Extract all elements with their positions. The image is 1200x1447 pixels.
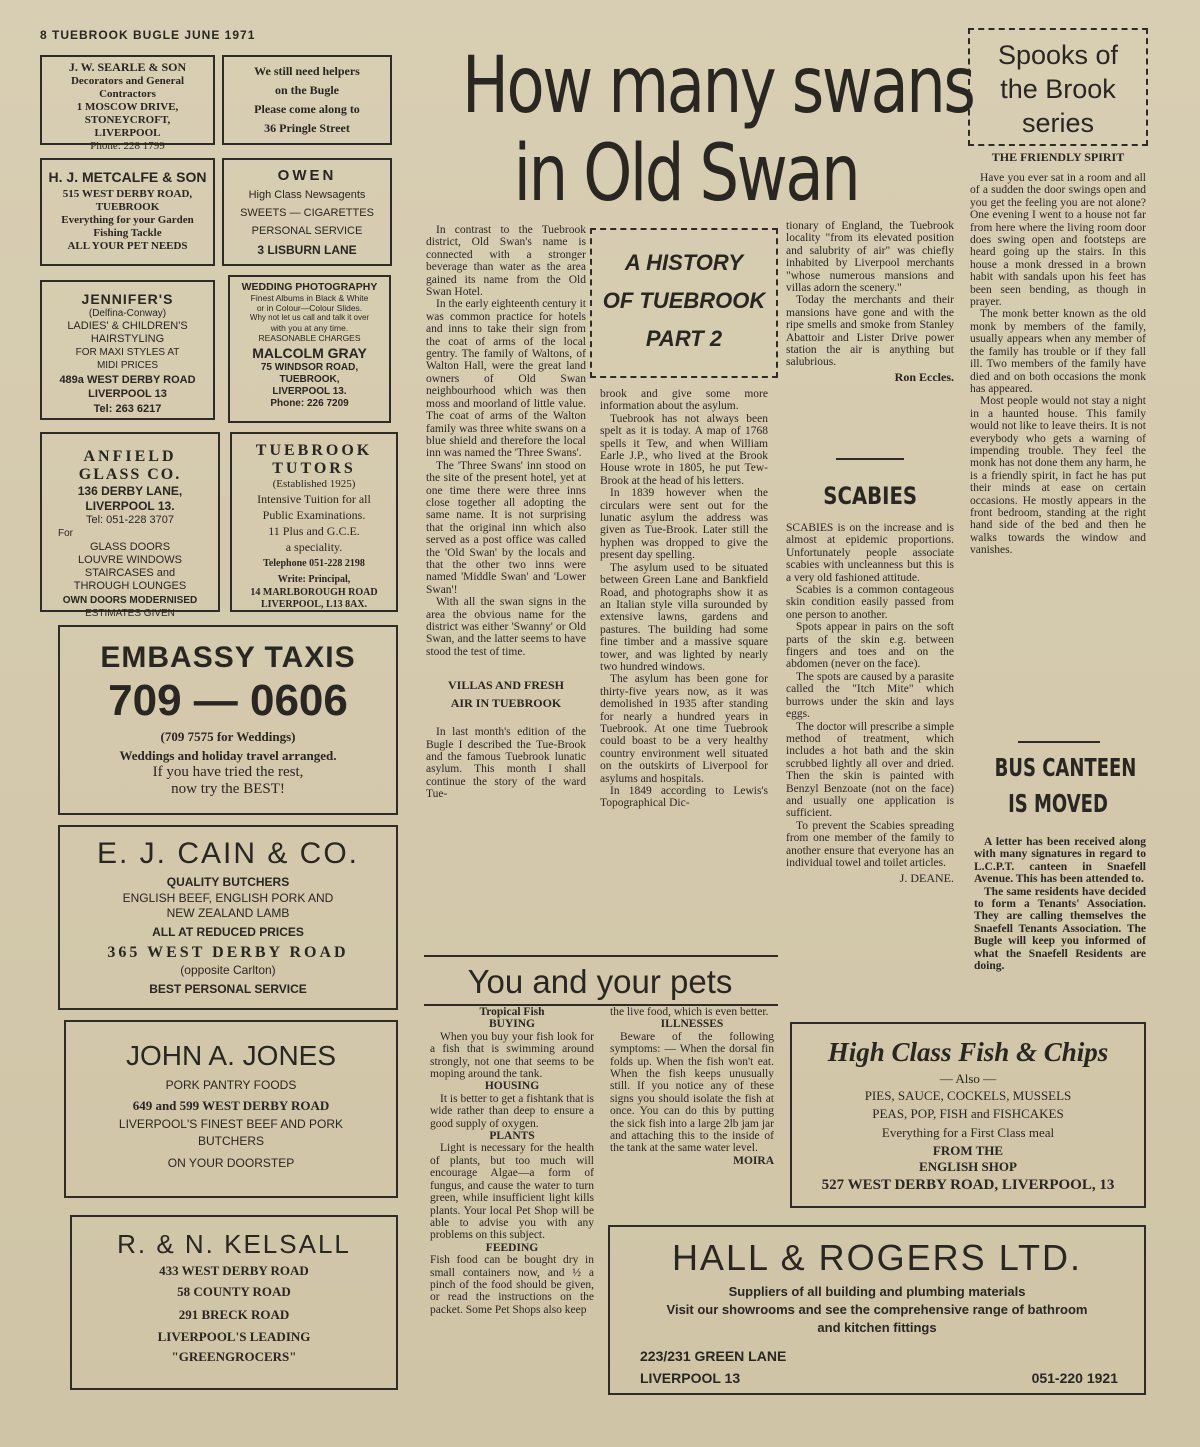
- author-j-deane: J. DEANE.: [899, 871, 954, 886]
- spooks-box: Spooks of the Brook series: [968, 28, 1148, 146]
- ad-jennifer: JENNIFER'S (Delfina-Conway) LADIES' & CHILDREN'S HAIRSTYLING FOR MAXI STYLES AT MIDI PRICES 489a WEST DERBY ROAD LIVERPOOL 13 Tel: 263 6217: [40, 280, 215, 420]
- divider: [836, 458, 904, 460]
- author-moira: MOIRA: [733, 1154, 774, 1167]
- ad-helpers: We still need helpers on the Bugle Please come along to 36 Pringle Street: [222, 55, 392, 145]
- history-box: A HISTORY OF TUEBROOK PART 2: [590, 228, 778, 378]
- bus-canteen-article: A letter has been received along with many signatures in regard to L.C.P.T. canteen in Snaefell Avenue. This has been attended to. The same residents have decided to form a Tenants' Association. They are calling themselves the Snaefell Tenants Association. The Bugle will keep you informed of what the Snaefell Residents are doing.: [974, 836, 1146, 973]
- swans-column-1: In contrast to the Tuebrook district, Old Swan's name is connected with a stronger beverage than water as the area gained its name from the Old Swan Hotel. In the early eighteenth century it was common practice for hotels and inns to take their sign from the coat of arms of the local gentry. The family of Waltons, of Walton Hall, were the great land owners of Old Swan neighbourhood which was then moss and moorland of little value. The coat of arms of the Walton family was three white swans on a blue shield and therefore the local inn was named the 'Three Swans'. The 'Three Swans' inn stood on the site of the present hotel, yet at one time there were three inns close together all adopting the same name. It is not surprising that the original inn which also served as a post office was called the 'Old Swan' by the locals and that the other two inns were named 'Middle Swan' and 'Lower Swan'! With all the swan signs in the area the obvious name for the district was either 'Swanny' or Old Swan, and the latter seems to have stood the test of time. VILLAS AND FRESH AIR IN TUEBROOK In last month's edition of the Bugle I described the Tue-Brook and the famous Tuebrook lunatic asylum. This month I shall continue the story of the ward Tue-: [426, 224, 586, 801]
- ad-ej-cain: E. J. CAIN & CO. QUALITY BUTCHERS ENGLISH BEEF, ENGLISH PORK AND NEW ZEALAND LAMB ALL AT REDUCED PRICES 365 WEST DERBY ROAD (opposite Carlton) BEST PERSONAL SERVICE: [58, 825, 398, 1010]
- running-head: 8 TUEBROOK BUGLE JUNE 1971: [40, 28, 256, 42]
- pets-column-2: the live food, which is even better. ILLNESSES Beware of the following symptoms: — When the dorsal fin folds up. When the fish won't eat. When the fish keeps unusually still. If you notice any of these signs you should isolate the fish at once. You can do this by putting the sick fish into a large 2lb jam jar and attaching this to the inside of the tank at the same water level. MOIRA: [610, 1006, 774, 1167]
- pets-column-1: Tropical Fish BUYING When you buy your fish look for a fish that is swimming around strongly, not one that seems to be moping around the tank. HOUSING It is better to get a fishtank that is wide rather than deep to ensure a good supply of oxygen. PLANTS Light is necessary for the health of plants, but too much will encourage Algae—a form of fungus, and cause the water to turn green, while insufficient light kills plants. Your local Pet Shop will be able to advise you with any problems on this subject. FEEDING Fish food can be bought dry in small containers now, and ½ a pinch of the food should be given, or read the instructions on the packet. Some Pet Shops also keep: [430, 1006, 594, 1316]
- ad-fish-and-chips: High Class Fish & Chips — Also — PIES, SAUCE, COCKELS, MUSSELS PEAS, POP, FISH and FISHCAKES Everything for a First Class meal FROM THE ENGLISH SHOP 527 WEST DERBY ROAD, LIVERPOOL, 13: [790, 1022, 1146, 1208]
- divider: [1018, 741, 1100, 743]
- ad-anfield-glass: ANFIELD GLASS CO. 136 DERBY LANE, LIVERPOOL 13. Tel: 051-228 3707 For GLASS DOORS LOUVRE WINDOWS STAIRCASES and THROUGH LOUNGES OWN DOORS MODERNISED ESTIMATES GIVEN: [40, 432, 220, 612]
- ad-embassy-taxis: EMBASSY TAXIS 709 — 0606 (709 7575 for Weddings) Weddings and holiday travel arranged. If you have tried the rest, now try the BEST!: [58, 625, 398, 815]
- friendly-spirit-subhead: THE FRIENDLY SPIRIT: [991, 150, 1125, 164]
- ad-tuebrook-tutors: TUEBROOK TUTORS (Established 1925) Intensive Tuition for all Public Examinations. 11 Plus and G.C.E. a speciality. Telephone 051-228 2198 Write: Principal, 14 MARLBOROUGH ROAD LIVERPOOL, L13 8AX.: [230, 432, 398, 612]
- swans-headline: [406, 41, 974, 222]
- ad-searle: J. W. SEARLE & SON Decorators and General Contractors 1 MOSCOW DRIVE, STONEYCROFT, LIVERPOOL Phone: 228 1799: [40, 55, 215, 145]
- ad-kelsall: R. & N. KELSALL 433 WEST DERBY ROAD 58 COUNTY ROAD 291 BRECK ROAD LIVERPOOL'S LEADING "GREENGROCERS": [70, 1215, 398, 1390]
- bus-canteen-title: BUS CANTEEN IS MOVED: [994, 753, 1137, 818]
- ad-malcolm-gray: WEDDING PHOTOGRAPHY Finest Albums in Black & White or in Colour—Colour Slides. Why not let us call and talk it over with you at any time. REASONABLE CHARGES MALCOLM GRAY 75 WINDSOR ROAD, TUEBROOK, LIVERPOOL 13. Phone: 226 7209: [228, 275, 391, 423]
- scabies-article: SCABIES is on the increase and is almost at epidemic proportions. Unfortunately people associate scabies with uncleanness but this is a very old fashioned attitude. Scabies is a common contageous skin condition easily passed from one person to another. Spots appear in pairs on the soft parts of the skin e.g. between fingers and toes and on the abdomen (never on the face). The spots are caused by a parasite called the "Itch Mite" which burrows under the skin and lays eggs. The doctor will prescribe a simple method of treatment, which includes a hot bath and the skin scrubbed lightly all over and dried. Then the skin is painted with Benzyl Benzoate (not on the face) and usually one application is sufficient. To prevent the Scabies spreading from one member of the family to another ensure that everyone has an individual towel and toilet articles. J. DEANE.: [786, 522, 954, 886]
- divider: [424, 955, 778, 957]
- scabies-title: SCABIES: [823, 482, 917, 510]
- ad-metcalfe: H. J. METCALFE & SON 515 WEST DERBY ROAD, TUEBROOK Everything for your Garden Fishing Tackle ALL YOUR PET NEEDS: [40, 158, 215, 266]
- pets-title: You and your pets: [467, 963, 733, 1000]
- swans-column-3: tionary of England, the Tuebrook locality "from its elevated position and salubrity of air" was chiefly inhabited by Liverpool merchants "whose numerous mansions and villas adorn the scenery." Today the merchants and their mansions have gone and with the ripe smells and smoke from Stanley Abattoir and Lister Drive power station the air is anything but salubrious. Ron Eccles.: [786, 220, 954, 384]
- headline-line-2: in Old Swan: [513, 129, 859, 219]
- ad-owen: OWEN High Class Newsagents SWEETS — CIGARETTES PERSONAL SERVICE 3 LISBURN LANE: [222, 158, 392, 266]
- ad-john-jones: JOHN A. JONES PORK PANTRY FOODS 649 and 599 WEST DERBY ROAD LIVERPOOL'S FINEST BEEF AND PORK BUTCHERS ON YOUR DOORSTEP: [64, 1020, 398, 1198]
- swans-column-2: brook and give some more information about the asylum. Tuebrook has not always been spelt as it is today. A map of 1768 spells it Tew, and when William Earle J.P., who lived at the Brook House wrote in 1805, he put Tew-Brook at the head of his letters. In 1839 however when the circulars were sent out for the lunatic asylum the address was given as Tue-Brook. Later still the hyphen was dropped to give the present day spelling. The asylum used to be situated between Green Lane and Bankfield Road, and photographs show it as an Italian style villa surounded by extensive lawns, gardens and pastures. The building had some fine timber and a massive square tower, and was lighted by nearly two hundred windows. The asylum has been gone for thirty-five years now, as it was demolished in 1935 after standing for nearly a hundred years in Tuebrook. At one time Tuebrook could boast to be a very healthy country environment well situated on the outskirts of Liverpool for asylums and hospitals. In 1849 according to Lewis's Topographical Dic-: [600, 388, 768, 810]
- author-ron-eccles: Ron Eccles.: [894, 369, 954, 384]
- spooks-article: Have you ever sat in a room and all of a sudden the door swings open and you get the feeling you are not alone? One evening I went to a house not far from here where the living room door does swing open and footsteps are heard going up the stairs. In this house a monk dressed in a brown habit with sandals upon his feet has been seen bending, as though in prayer. The monk better known as the old monk by members of the family, usually appears when any member of the family has trouble or if they fall ill. Two members of the family have died and on both occasions the monk has appeared. Most people would not stay a night in a haunted house. This family would not like to leave theirs. It is not everybody who gets a warning of impending trouble. They feel the monk has not done them any harm, he is a friendly spirit, in fact he has put their minds at ease on certain occasions. He mostly appears in the front bedroom, standing at the right hand side of the bed and then he walks towards the window and vanishes.: [970, 172, 1146, 557]
- headline-line-1: How many swans: [462, 41, 974, 131]
- villas-subhead: VILLAS AND FRESH AIR IN TUEBROOK: [447, 678, 565, 711]
- ad-hall-rogers: HALL & ROGERS LTD. Suppliers of all building and plumbing materials Visit our showrooms and see the comprehensive range of bathroom and kitchen fittings 223/231 GREEN LANE LIVERPOOL 13 051-220 1921: [608, 1225, 1146, 1395]
